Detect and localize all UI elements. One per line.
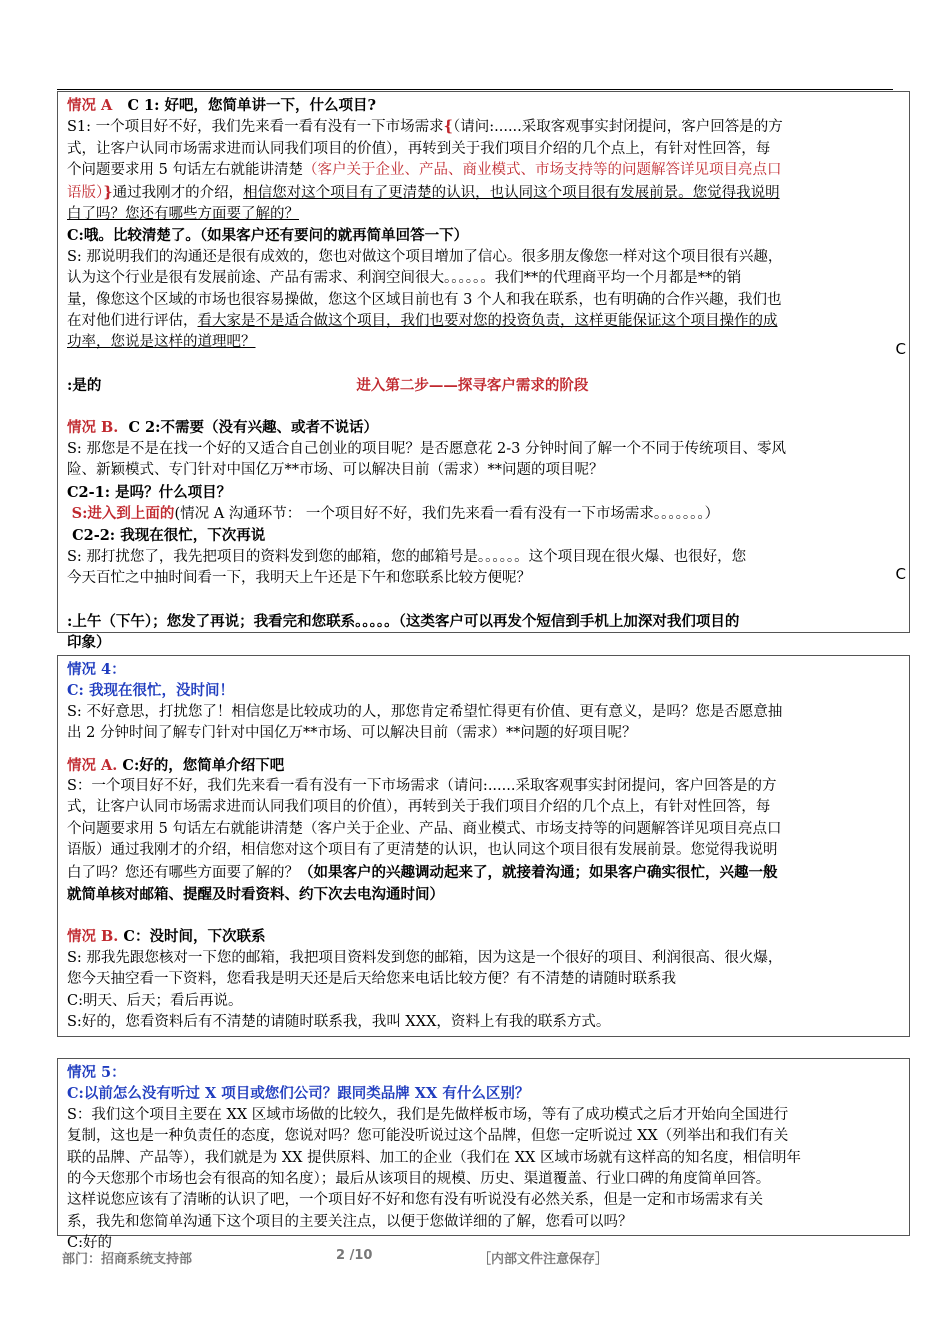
text-line: 今天百忙之中抽时间看一下，我明天上午还是下午和您联系比较方便呢？ — [67, 570, 531, 587]
customer-objection: C: 我现在很忙，没时间！ — [67, 682, 234, 700]
text-line: 功率，您说是这样的道理吧？ — [67, 334, 256, 351]
text-line: S: 那说明我们的沟通还是很有成效的，您也对做这个项目增加了信心。很多朋友像您一样对这个项目很有兴趣， — [67, 248, 783, 265]
text-line: 式，让客户认同市场需求进而认同我们项目的价值），再转到关于我们项目介绍的几个点上，有针对性回答，每 — [67, 140, 771, 157]
spacer — [67, 396, 899, 417]
situation-b-heading: 情况 B. C 2:不需要（没有兴趣、或者不说话） — [67, 419, 378, 437]
text-line: S1: 一个项目好不好，我们先来看一看有没有一下市场需求{（请问:......采取客观事实封闭提问，客户回答是的方 — [67, 118, 783, 136]
situation-b-heading: 情况 B. C：没时间，下次联系 — [67, 928, 266, 946]
text-line: 系，我先和您简单沟通下这个项目的主要关注点，以便于您做详细的了解，您看可以吗？ — [67, 1213, 633, 1230]
customer-reply: C2-2: 我现在很忙，下次再说 — [72, 527, 266, 545]
text-line: S:进入到上面的(情况 A 沟通环节： 一个项目好不好，我们先来看一看有没有一下市场需求。。。。。。。） — [71, 504, 720, 522]
spacer — [67, 905, 899, 926]
text-line: 白了吗？您还有哪些方面要了解的？ — [67, 206, 299, 223]
text-line: S: 那您是不是在找一个好的又适合自己创业的项目呢？是否愿意花 2-3 分钟时间了解一个不同于传统项目、零风 — [67, 440, 786, 457]
text-line: 个问题要求用 5 句话左右就能讲清楚（客户关于企业、产品、商业模式、市场支持等的问题解答详见项目亮点口 — [67, 162, 782, 179]
text-line: 这样说您应该有了清晰的认识了吧，一个项目好不好和您有没有听说没有必然关系，但是一定和市场需求有关 — [67, 1192, 763, 1209]
text-line: S: 那打扰您了，我先把项目的资料发到您的邮箱，您的邮箱号是。。。。。。这个项目现在很火爆、也很好，您 — [67, 548, 747, 565]
stray-letter: C — [895, 340, 906, 358]
text-line: 联的品牌、产品等），我们就是为 XX 提供原料、加工的企业（我们在 XX 区域市场就有这样高的知名度，相信明年 — [67, 1149, 801, 1166]
text-line: :上午（下午）；您发了再说；我看完和您联系。。。。。（这类客户可以再发个短信到手机上加深对我们项目的 — [67, 612, 740, 630]
customer-reply: C:哦。比较清楚了。（如果客户还有要问的就再简单回答一下） — [67, 227, 469, 245]
text-line: S: 不好意思，打扰您了！相信您是比较成功的人，那您肯定希望忙得更有价值、更有意义，是吗？您是否愿意抽 — [67, 703, 783, 720]
spacer — [67, 745, 899, 755]
step-two-line: :是的 进入第二步——探寻客户需求的阶段 — [67, 376, 589, 394]
situation-4-heading: 情况 4： — [67, 661, 126, 678]
header-rule — [57, 89, 893, 90]
footer-department: 部门：招商系统支持部 — [62, 1252, 193, 1267]
script-box-situation-4 — [57, 655, 910, 1037]
text-line: S：一个项目好不好，我们先来看一看有没有一下市场需求（请问:......采取客观事实封闭提问，客户回答是的方 — [67, 778, 777, 795]
text-line: 就简单核对邮箱、提醒及时看资料、约下次去电沟通时间） — [67, 886, 444, 904]
situation-a-heading: 情况 A. C:好的，您简单介绍下吧 — [67, 756, 285, 774]
text-line: 白了吗？您还有哪些方面要了解的？（如果客户的兴趣调动起来了，就接着沟通；如果客户确实很忙，兴趣一般 — [67, 863, 778, 881]
text-line: 出 2 分钟时间了解专门针对中国亿万**市场、可以解决目前（需求）**问题的好项目呢？ — [67, 725, 637, 742]
footer-confidential-note: ［内部文件注意保存］ — [478, 1252, 609, 1267]
stray-letter: C — [895, 565, 906, 583]
text-line: 认为这个行业是很有发展前途、产品有需求、利润空间很大。。。。。。我们**的代理商平均一个月都是**的销 — [67, 270, 742, 287]
text-line: 险、新颖模式、专门针对中国亿万**市场、可以解决目前（需求）**问题的项目呢？ — [67, 462, 604, 479]
text-line: 您今天抽空看一下资料，您看我是明天还是后天给您来电话比较方便？有不清楚的请随时联系我 — [67, 971, 676, 988]
text-line: 个问题要求用 5 句话左右就能讲清楚（客户关于企业、产品、商业模式、市场支持等的问题解答详见项目亮点口 — [67, 820, 782, 837]
customer-objection: C:以前怎么没有听过 X 项目或您们公司？跟同类品牌 XX 有什么区别？ — [67, 1085, 530, 1103]
footer-page-number: 2 /10 — [336, 1248, 373, 1263]
text-line: 语版）通过我刚才的介绍，相信您对这个项目有了更清楚的认识，也认同这个项目很有发展前景。您觉得我说明 — [67, 842, 778, 859]
text-line: 量，像您这个区域的市场也很容易操做，您这个区域目前也有 3 个人和我在联系，也有明确的合作兴趣，我们也 — [67, 291, 782, 308]
text-line: 印象） — [67, 633, 111, 651]
situation-5-heading: 情况 5： — [67, 1064, 126, 1081]
customer-reply: C2-1: 是吗？什么项目？ — [67, 483, 232, 501]
text-line: 式，让客户认同市场需求进而认同我们项目的价值），再转到关于我们项目介绍的几个点上，有针对性回答，每 — [67, 799, 771, 816]
text-line: 复制，这也是一种负责任的态度，您说对吗？您可能没听说过这个品牌，但您一定听说过 XX（列举出和我们有关 — [67, 1128, 789, 1145]
text-line: C:明天、后天；看后再说。 — [67, 992, 243, 1009]
script-box-situation-5 — [57, 1058, 910, 1252]
text-line: S：我们这个项目主要在 XX 区域市场做的比较久，我们是先做样板市场，等有了成功模式之后才开始向全国进行 — [67, 1106, 789, 1123]
text-line: 的今天您那个市场也会有很高的知名度）；最后从该项目的规模、历史、渠道覆盖、行业口碑的角度简单回答。 — [67, 1171, 771, 1188]
text-line: 语版）}通过我刚才的介绍，相信您对这个项目有了更清楚的认识，也认同这个项目很有发展前景。您觉得我说明 — [67, 183, 780, 201]
script-box-situation-a-b — [57, 91, 910, 651]
situation-a-heading: 情况 A C 1: 好吧，您简单讲一下，什么项目? — [67, 97, 377, 114]
text-line: S: 那我先跟您核对一下您的邮箱，我把项目资料发到您的邮箱，因为这是一个很好的项目、利润很高、很火爆， — [67, 949, 783, 966]
text-line: C:好的 — [67, 1235, 112, 1252]
text-line: S:好的，您看资料后有不清楚的请随时联系我，我叫 XXX，资料上有我的联系方式。 — [67, 1014, 611, 1031]
text-line: 在对他们进行评估，看大家是不是适合做这个项目，我们也要对您的投资负责，这样更能保证这个项目操作的成 — [67, 313, 778, 330]
spacer — [67, 354, 899, 375]
spacer — [67, 590, 899, 611]
